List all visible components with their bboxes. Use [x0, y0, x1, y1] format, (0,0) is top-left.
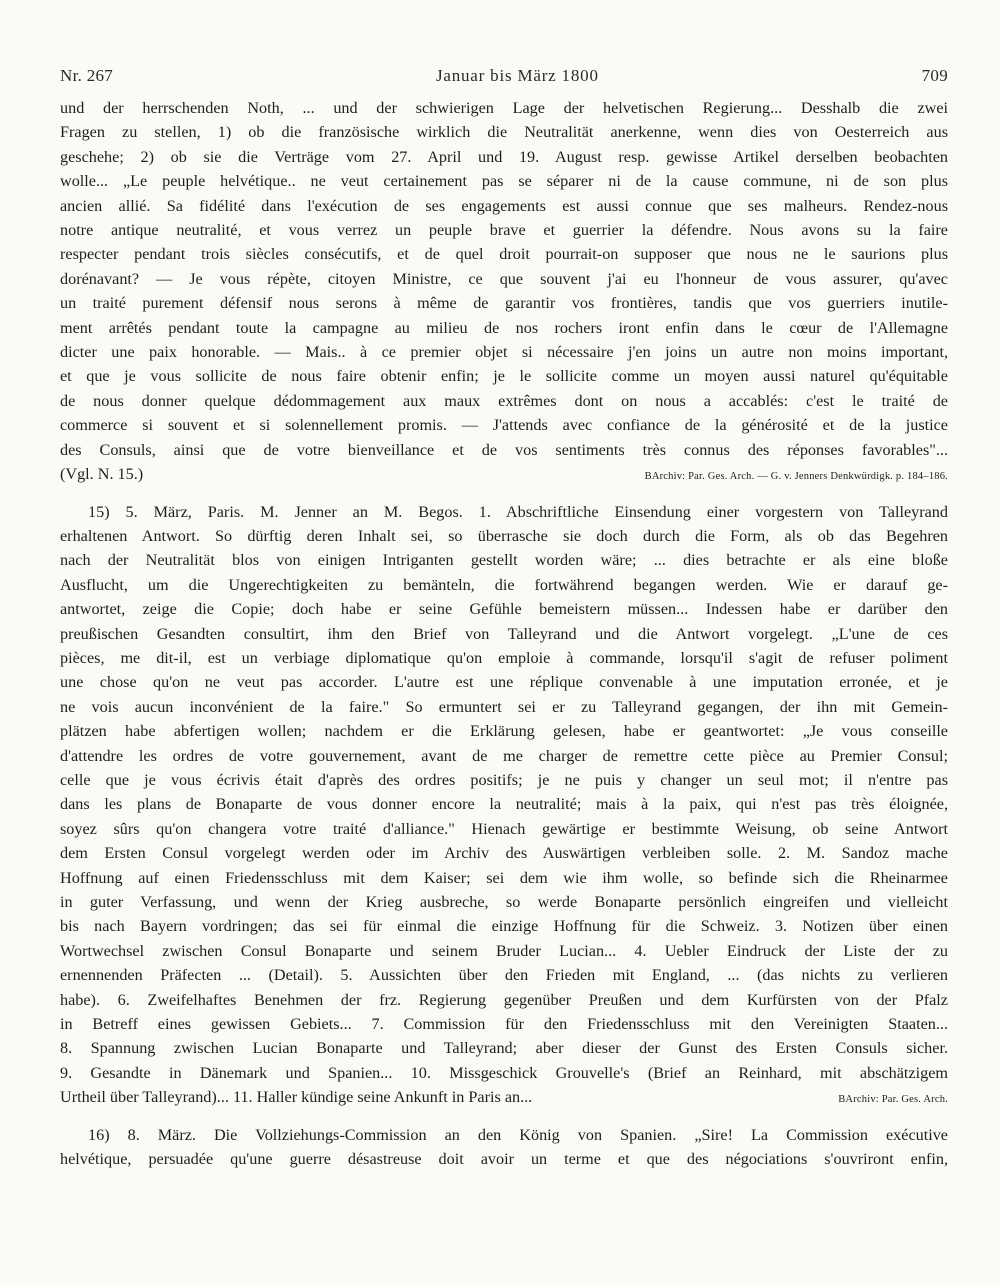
- entry-15-line: habe). 6. Zweifelhaftes Benehmen der frz. Regierung gegenüber Preußen und dem Kurfürsten von der Pfalz: [60, 990, 948, 1009]
- cross-reference: (Vgl. N. 15.): [60, 465, 144, 484]
- paragraph-line: des Consuls, ainsi que de votre bienveillance et de vos sentiments très connus des réponses favorables"...: [60, 440, 948, 459]
- paragraph-line: notre antique neutralité, et vous verrez un peuple brave et guerrier la défendre. Nous avons su la faire: [60, 221, 948, 240]
- paragraph-line: Fragen zu stellen, 1) ob die französische wirklich die Neutralität anerkenne, wenn dies von Oesterreich aus: [60, 123, 948, 142]
- paragraph-line: de nous donner quelque dédommagement aux maux extrêmes dont on nous a accablés: c'est le traité de: [60, 391, 948, 410]
- entry-16-line: helvétique, persuadée qu'une guerre désastreuse doit avoir un terme et que des négociations s'ouvriront enfin,: [60, 1150, 948, 1169]
- entry-15-line: Ausflucht, um die Ungerechtigkeiten zu bemänteln, die fortwährend begangen werden. Wie er darauf ge-: [60, 575, 948, 594]
- entry-15-line: Wortwechsel zwischen Consul Bonaparte und seinem Bruder Lucian... 4. Uebler Eindruck der Liste der zu: [60, 941, 948, 960]
- entry-15-line: in Betreff eines gewissen Gebiets... 7. Commission für den Friedensschluss mit den Vereinigten Staaten...: [60, 1015, 948, 1034]
- entry-15-last-line: Urtheil über Talleyrand)... 11. Haller kündige seine Ankunft in Paris an...: [60, 1088, 533, 1107]
- entry-15-line: erhaltenen Antwort. So dürftig deren Inhalt sei, so überrasche sie doch durch die Form, als ob das Begehren: [60, 526, 948, 545]
- entry-15-line: preußischen Gesandten consultirt, ihm den Brief von Talleyrand und die Antwort vorgelegt. „L'une de ces: [60, 624, 948, 643]
- entry-15-line: plätzen habe abfertigen wollen; nachdem er die Erklärung gelesen, habe er geantwortet: „Je vous conseille: [60, 722, 948, 741]
- paragraph-line: respecter pendant trois siècles consécutifs, et de quel droit pourrait-on supposer que nous ne le saurions plus: [60, 245, 948, 264]
- paragraph-line: dorénavant? — Je vous répète, citoyen Ministre, ce que souvent j'ai eu l'honneur de vous assurer, qu'avec: [60, 269, 948, 288]
- entry-15-line: ne vois aucun inconvénient de la faire." So ermuntert sei er zu Talleyrand gegangen, der ihn mit Gemein-: [60, 697, 948, 716]
- running-head: [60, 66, 948, 86]
- entry-15: [60, 500, 948, 1086]
- paragraph-line: und der herrschenden Noth, ... und der schwierigen Lage der helvetischen Regierung... Desshalb die zwei: [60, 99, 948, 117]
- paragraph-line: et que je vous sollicite de nous faire obtenir enfin; je le sollicite comme un moyen aussi naturel qu'équitable: [60, 367, 948, 386]
- source-citation: BArchiv: Par. Ges. Arch.: [838, 1094, 948, 1106]
- paragraph-line: ment arrêtés pendant toute la campagne au milieu de nos rochers iront enfin dans le cœur de l'Allemagne: [60, 318, 948, 337]
- entry-16: [60, 1123, 948, 1172]
- paragraph-line: ancien allié. Sa fidélité dans l'exécution de ses engagements est aussi connue que ses malheurs. Rendez-nous: [60, 196, 948, 215]
- paragraph-closing-row: [60, 462, 948, 489]
- entry-15-line: Hoffnung auf einen Friedensschluss mit dem Kaiser; sei dem wie ihm wolle, so befinde sich die Rheinarmee: [60, 868, 948, 887]
- paragraph-line: commerce si souvent et si solennellement promis. — J'attends avec confiance de la générosité et de la justice: [60, 416, 948, 435]
- page-number: 709: [921, 66, 948, 85]
- document-number: Nr. 267: [60, 66, 114, 85]
- entry-15-line: soyez sûrs qu'on changera votre traité d'alliance." Hienach gewärtige er bestimmte Weisung, ob seine Antwort: [60, 819, 948, 838]
- entry-15-line: pièces, me dit-il, est un verbiage diplomatique qu'on emploie à commande, lorsqu'il s'agit de refuser poliment: [60, 648, 948, 667]
- entry-15-line: bis nach Bayern vordringen; das sei für einmal die einzige Hoffnung für die Schweiz. 3. Notizen über einen: [60, 917, 948, 936]
- entry-15-closing-row: [60, 1085, 948, 1112]
- paragraph-continuation: [60, 96, 948, 462]
- entry-15-line: 9. Gesandte in Dänemark und Spanien... 10. Missgeschick Grouvelle's (Brief an Reinhard, mit abschätzigem: [60, 1063, 948, 1082]
- entry-15-line: in guter Verfassung, und wenn der Krieg ausbreche, so werde Bonaparte persönlich eingreifen und vielleicht: [60, 893, 948, 911]
- paragraph-line: dicter une paix honorable. — Mais.. à ce premier objet si nécessaire j'en joins un autre non moins important,: [60, 343, 948, 362]
- entry-15-line: d'attendre les ordres de votre gouvernement, avant de me charger de remettre cette pièce au Premier Consul;: [60, 746, 948, 765]
- entry-15-line: dans les plans de Bonaparte de vous donner encore la neutralité; mais à la paix, qui n'est pas très éloignée,: [60, 795, 948, 814]
- entry-15-line: dem Ersten Consul vorgelegt werden oder im Archiv des Auswärtigen verbleiben solle. 2. M. Sandoz mache: [60, 844, 948, 863]
- entry-15-line: 8. Spannung zwischen Lucian Bonaparte und Talleyrand; aber dieser der Gunst des Ersten Consuls sicher.: [60, 1039, 948, 1058]
- paragraph-line: wolle... „Le peuple helvétique.. ne veut certainement pas se séparer ni de la cause commune, ni de son plus: [60, 172, 948, 191]
- entry-16-line: 16) 8. März. Die Vollziehungs-Commission an den König von Spanien. „Sire! La Commission exécutive: [88, 1125, 948, 1144]
- paragraph-line: un traité purement défensif nous serons à même de garantir vos frontières, tandis que vos guerriers inutile-: [60, 294, 948, 313]
- document-page: [60, 66, 948, 1171]
- date-range-heading: Januar bis März 1800: [435, 66, 599, 85]
- paragraph-line: geschehe; 2) ob sie die Verträge vom 27. April und 19. August resp. gewisse Artikel derselben beobachten: [60, 147, 948, 166]
- source-citation: BArchiv: Par. Ges. Arch. — G. v. Jenners Denkwürdigk. p. 184–186.: [644, 471, 948, 483]
- entry-15-line: 15) 5. März, Paris. M. Jenner an M. Begos. 1. Abschriftliche Einsendung einer vorgestern von Talleyrand: [88, 502, 948, 521]
- entry-15-line: une chose qu'on ne veut pas accorder. L'autre est une réplique convenable à une imputation erronée, et je: [60, 673, 948, 692]
- entry-15-line: celle que je vous écrivis était d'après des ordres positifs; je ne puis y changer un seul mot; il n'entre pas: [60, 770, 948, 789]
- entry-15-line: nach der Neutralität blos von einigen Intriganten gestellt worden wäre; ... dies betrachte er als eine bloße: [60, 551, 948, 570]
- entry-15-line: antwortet, zeige die Copie; doch habe er seine Gefühle bemeistern müssen... Indessen habe er darüber den: [60, 600, 948, 619]
- entry-15-line: ernennenden Präfecten ... (Detail). 5. Aussichten über den Frieden mit England, ... (das nichts zu verlieren: [60, 966, 948, 985]
